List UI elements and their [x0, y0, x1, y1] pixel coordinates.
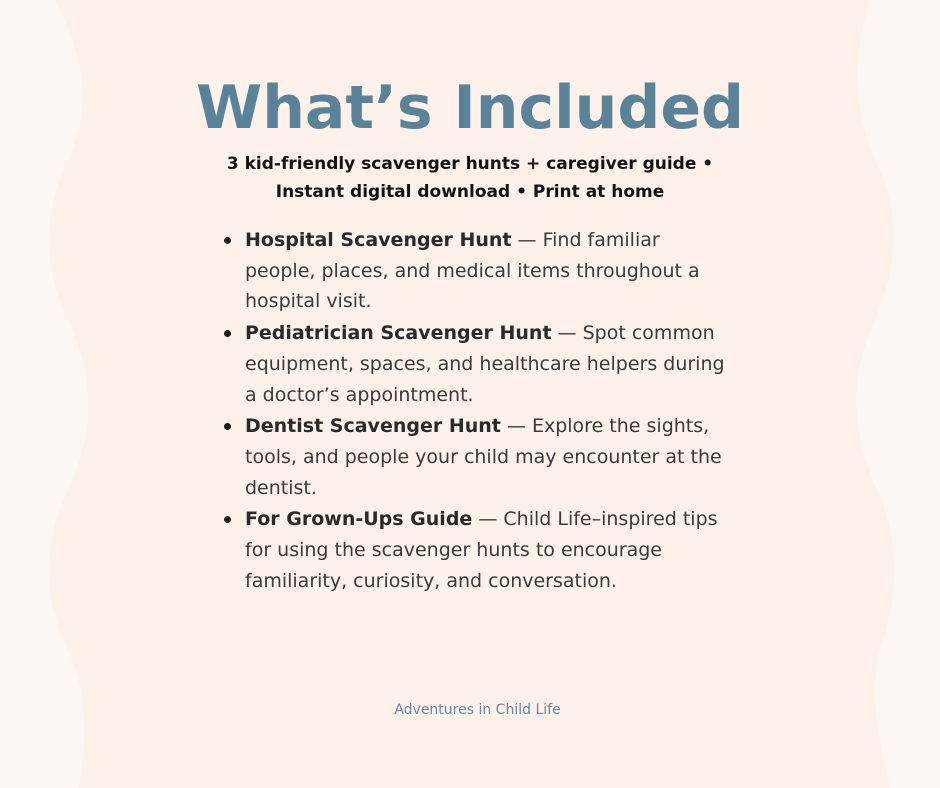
item-title: Pediatrician Scavenger Hunt: [245, 322, 552, 345]
item-title: For Grown-Ups Guide: [245, 508, 473, 531]
bullet-icon: [224, 423, 231, 430]
subtitle: [0, 150, 940, 206]
item-description: Find familiar people, places, and medical items throughout a hospital visit.: [245, 229, 700, 313]
list-item-dentist: [224, 411, 734, 503]
bullet-icon: [224, 330, 231, 337]
list-item-hospital: [224, 225, 734, 317]
item-title: Hospital Scavenger Hunt: [245, 229, 512, 251]
subtitle-line-1: 3 kid-friendly scavenger hunts + caregiver guide •: [226, 154, 714, 174]
item-separator: —: [511, 229, 543, 251]
item-description: Explore the sights, tools, and people your child may encounter at the dentist.: [245, 415, 722, 499]
item-separator: —: [472, 508, 504, 531]
item-description: Child Life–inspired tips for using the scavenger hunts to encourage familiarity, curiosity, and conversation.: [245, 508, 718, 592]
item-description: Spot common equipment, spaces, and healthcare helpers during a doctor’s appointment.: [245, 322, 725, 406]
included-items-list: [224, 225, 734, 597]
item-separator: —: [500, 415, 532, 438]
item-separator: —: [551, 322, 583, 345]
list-item-grown-ups-guide: [224, 504, 734, 596]
bullet-icon: [224, 237, 231, 244]
subtitle-line-2: Instant digital download • Print at home: [275, 182, 665, 202]
list-item-pediatrician: [224, 318, 734, 410]
item-title: Dentist Scavenger Hunt: [245, 415, 501, 438]
brand-footer: Adventures in Child Life: [394, 702, 561, 718]
page-title: What’s Included: [196, 73, 744, 143]
bullet-icon: [224, 516, 231, 523]
